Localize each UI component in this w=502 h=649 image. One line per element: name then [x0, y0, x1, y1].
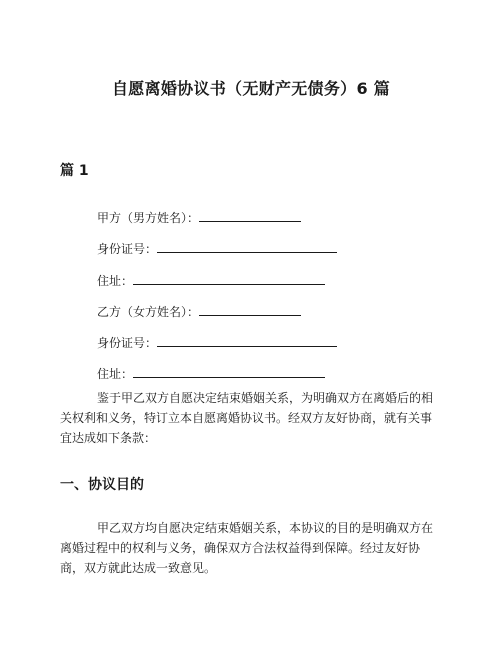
- party-a-id-blank: [157, 240, 337, 253]
- party-a-address-label: 住址：: [97, 274, 134, 288]
- party-a-name-field: [97, 209, 301, 226]
- party-b-address-blank: [133, 365, 325, 378]
- section-1-heading: 一、协议目的: [60, 477, 144, 493]
- party-b-address-field: [97, 365, 325, 382]
- part-heading: 篇 1: [60, 163, 89, 179]
- party-b-id-blank: [157, 334, 337, 347]
- party-b-name-label: 乙方（女方姓名）：: [97, 305, 200, 319]
- party-a-address-field: [97, 272, 325, 289]
- party-a-id-label: 身份证号：: [97, 242, 158, 256]
- party-b-name-blank: [199, 303, 301, 316]
- party-a-name-label: 甲方（男方姓名）：: [97, 211, 200, 225]
- party-b-id-label: 身份证号：: [97, 336, 158, 350]
- document-title: 自愿离婚协议书（无财产无债务）6 篇: [111, 79, 391, 98]
- party-a-name-blank: [199, 209, 301, 222]
- section-1-paragraph: 甲乙双方均自愿决定结束婚姻关系，本协议的目的是明确双方在离婚过程中的权利与义务，确保双方合法权益得到保障。经过友好协商，双方就此达成一致意见。: [60, 521, 434, 575]
- party-b-id-field: [97, 334, 337, 351]
- party-b-address-label: 住址：: [97, 367, 134, 381]
- party-a-id-field: [97, 240, 337, 257]
- party-b-name-field: [97, 303, 301, 320]
- intro-paragraph: 鉴于甲乙双方自愿决定结束婚姻关系，为明确双方在离婚后的相关权利和义务，特订立本自愿离婚协议书。经双方友好协商，就有关事宜达成如下条款：: [60, 391, 434, 445]
- party-a-address-blank: [133, 272, 325, 285]
